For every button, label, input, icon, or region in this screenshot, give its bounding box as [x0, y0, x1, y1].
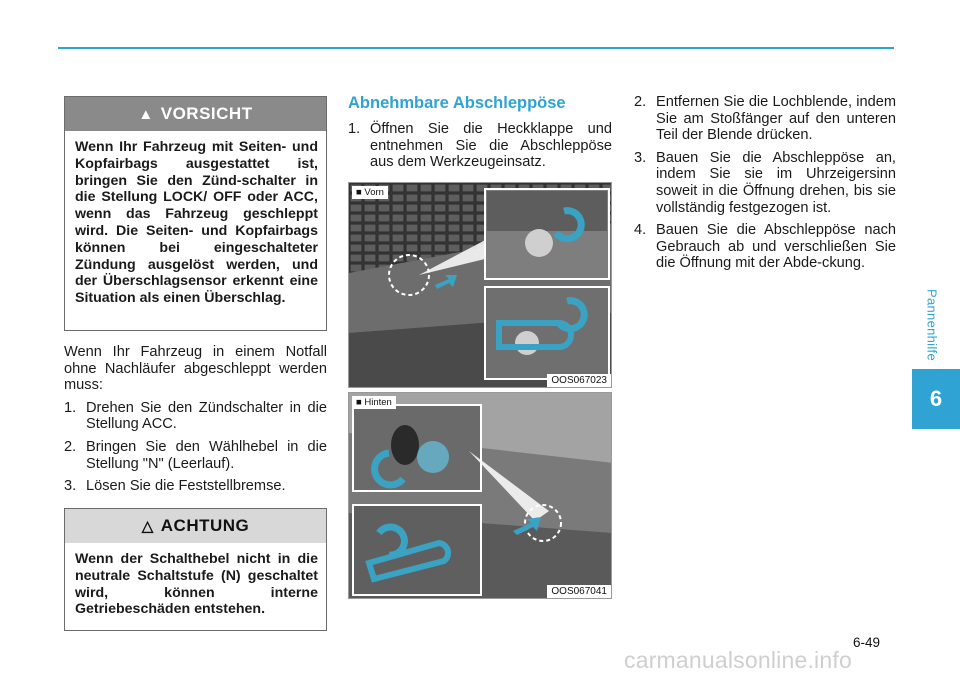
- steps-list-mid: [348, 121, 612, 171]
- front-tow-hook-illustration: [349, 183, 612, 388]
- steps-list-right: [634, 94, 896, 272]
- figure-code: OOS067023: [547, 374, 611, 387]
- rear-tow-hook-illustration: [349, 393, 612, 599]
- achtung-box: [64, 508, 327, 631]
- figure-code: OOS067041: [547, 585, 611, 598]
- vorsicht-title: VORSICHT: [160, 104, 253, 123]
- section-title: Abnehmbare Abschleppöse: [348, 94, 566, 112]
- left-column: [64, 344, 327, 501]
- figure-label: ■ Vorn: [352, 186, 388, 199]
- middle-column: [348, 94, 612, 177]
- achtung-header: [65, 509, 326, 543]
- vorsicht-box: [64, 96, 327, 331]
- watermark[interactable]: carmanualsonline.info: [624, 647, 852, 673]
- achtung-title: ACHTUNG: [160, 516, 250, 535]
- steps-list-left: [64, 400, 327, 495]
- chapter-side-label: Pannenhilfe: [924, 289, 940, 361]
- list-item: 2. Bringen Sie den Wählhebel in die Stellung "N" (Leerlauf).: [64, 438, 327, 472]
- header-rule: [58, 47, 894, 49]
- warning-outline-icon: △: [141, 518, 154, 535]
- figure-label: ■ Hinten: [352, 396, 396, 409]
- chapter-tab[interactable]: 6: [912, 369, 960, 429]
- figure-rear: [348, 392, 612, 599]
- vorsicht-text: Wenn Ihr Fahrzeug mit Seiten- und Kopfairbags ausgestattet ist, bringen Sie den Zünd-schalter in die Stellung LOCK/ OFF oder ACC, wenn das Fahrzeug geschleppt wird. Die Seiten- und Kopfairbags können bei eingeschalteter Zündung ausgelöst werden, und der Überschlagsensor erkennt eine Situation als einen Überschlag.: [75, 139, 318, 307]
- list-item: 1. Öffnen Sie die Heckklappe und entnehmen Sie die Abschleppöse aus dem Werkzeugeinsatz.: [348, 121, 612, 171]
- list-item: 3. Bauen Sie die Abschleppöse an, indem Sie sie im Uhrzeigersinn soweit in die Öffnung drehen, bis sie vollständig festgezogen ist.: [634, 149, 896, 216]
- page-number: 6-49: [853, 635, 881, 650]
- list-item: 1. Drehen Sie den Zündschalter in die Stellung ACC.: [64, 399, 327, 433]
- right-column: [634, 94, 896, 278]
- list-item: 2. Entfernen Sie die Lochblende, indem Sie am Stoßfänger auf den unteren Teil der Blende drücken.: [634, 94, 896, 144]
- warning-icon: ▲: [138, 105, 154, 123]
- vorsicht-header: [65, 97, 326, 131]
- intro-paragraph: Wenn Ihr Fahrzeug in einem Notfall ohne Nachläufer abgeschleppt werden muss:: [64, 344, 327, 394]
- achtung-text: Wenn der Schalthebel nicht in die neutrale Schaltstufe (N) geschaltet wird, können interne Getriebeschäden entstehen.: [75, 551, 318, 618]
- list-item: 4. Bauen Sie die Abschleppöse nach Gebrauch ab und verschließen Sie die Öffnung mit der Abde-ckung.: [634, 222, 896, 272]
- figure-front: [348, 182, 612, 388]
- list-item: 3. Lösen Sie die Feststellbremse.: [64, 478, 286, 495]
